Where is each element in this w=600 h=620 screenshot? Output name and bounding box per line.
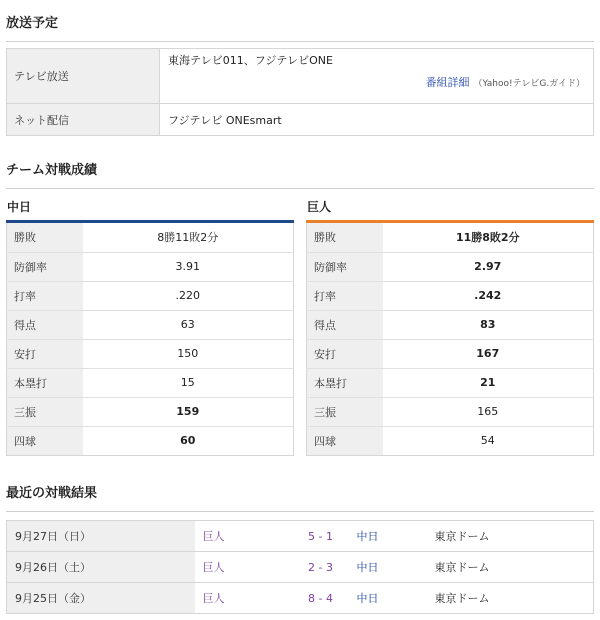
program-detail-source: （Yahoo!テレビG.ガイド） bbox=[473, 79, 585, 89]
stat-label: 本塁打 bbox=[307, 368, 383, 397]
stat-value: .220 bbox=[83, 281, 294, 310]
result-away-team-link[interactable]: 巨人 bbox=[195, 552, 293, 583]
stat-label: 得点 bbox=[307, 310, 383, 339]
team-name-chunichi: 中日 bbox=[7, 200, 32, 214]
stats-table-chunichi bbox=[6, 223, 294, 456]
stat-label: 本塁打 bbox=[7, 368, 83, 397]
stats-row bbox=[7, 339, 294, 368]
recent-results-section-title: 最近の対戦結果 bbox=[6, 482, 594, 512]
net-stream-value: フジテレビ ONEsmart bbox=[160, 104, 594, 136]
stats-row bbox=[7, 310, 294, 339]
stat-value: 63 bbox=[83, 310, 294, 339]
result-date: 9月25日（金） bbox=[7, 583, 195, 614]
stat-value: 167 bbox=[383, 339, 594, 368]
stat-label: 防御率 bbox=[7, 252, 83, 281]
stat-value: 2.97 bbox=[383, 252, 594, 281]
result-row bbox=[7, 521, 594, 552]
stat-value: 21 bbox=[383, 368, 594, 397]
tv-broadcast-row bbox=[7, 49, 594, 104]
stat-label: 四球 bbox=[7, 426, 83, 455]
stats-row bbox=[307, 310, 594, 339]
result-away-team-link[interactable]: 巨人 bbox=[195, 583, 293, 614]
stat-value: 3.91 bbox=[83, 252, 294, 281]
recent-results-table bbox=[6, 520, 594, 614]
stats-row bbox=[307, 281, 594, 310]
result-score-link[interactable]: 5 - 1 bbox=[308, 529, 333, 543]
stats-row bbox=[307, 252, 594, 281]
stat-label: 打率 bbox=[307, 281, 383, 310]
stat-label: 安打 bbox=[7, 339, 83, 368]
stats-row bbox=[7, 368, 294, 397]
stat-label: 安打 bbox=[307, 339, 383, 368]
stat-value: 83 bbox=[383, 310, 594, 339]
tv-broadcast-label: テレビ放送 bbox=[7, 49, 160, 104]
result-home-team-link[interactable]: 中日 bbox=[349, 552, 429, 583]
stat-value: 8勝11敗2分 bbox=[157, 231, 219, 245]
stat-label: 勝敗 bbox=[7, 223, 83, 252]
stat-label: 打率 bbox=[7, 281, 83, 310]
net-stream-row bbox=[7, 104, 594, 136]
stats-row bbox=[7, 397, 294, 426]
stats-row bbox=[307, 339, 594, 368]
result-away-team-link[interactable]: 巨人 bbox=[202, 530, 225, 543]
stats-row bbox=[307, 426, 594, 455]
stat-label: 勝敗 bbox=[307, 223, 383, 252]
stat-value: .242 bbox=[383, 281, 594, 310]
result-home-team-link[interactable]: 中日 bbox=[356, 530, 379, 543]
result-date: 9月26日（土） bbox=[7, 552, 195, 583]
result-venue: 東京ドーム bbox=[429, 552, 594, 583]
stat-value: 159 bbox=[83, 397, 294, 426]
stat-value: 15 bbox=[83, 368, 294, 397]
team-stats-giants bbox=[306, 198, 594, 456]
stat-value: 165 bbox=[383, 397, 594, 426]
stats-row bbox=[7, 281, 294, 310]
stat-label: 四球 bbox=[307, 426, 383, 455]
team-name-giants: 巨人 bbox=[307, 200, 332, 214]
stats-table-giants bbox=[306, 223, 594, 456]
stat-value: 11勝8敗2分 bbox=[455, 231, 520, 245]
result-row bbox=[7, 583, 594, 614]
stat-value: 54 bbox=[383, 426, 594, 455]
team-stats-section-title: チーム対戦成績 bbox=[6, 159, 594, 189]
stats-row bbox=[307, 368, 594, 397]
result-score-link[interactable]: 8 - 4 bbox=[293, 583, 349, 614]
stat-label: 防御率 bbox=[307, 252, 383, 281]
tv-channels: 東海テレビ011、フジテレビONE bbox=[168, 54, 333, 67]
result-row bbox=[7, 552, 594, 583]
broadcast-table bbox=[6, 48, 594, 136]
stat-value: 60 bbox=[83, 426, 294, 455]
program-detail-link[interactable]: 番組詳細 bbox=[425, 76, 470, 89]
result-venue: 東京ドーム bbox=[429, 583, 594, 614]
stats-row bbox=[307, 223, 594, 252]
team-stats-chunichi bbox=[6, 198, 294, 456]
result-date: 9月27日（日） bbox=[7, 521, 195, 552]
result-score-link[interactable]: 2 - 3 bbox=[293, 552, 349, 583]
stat-value: 150 bbox=[83, 339, 294, 368]
stat-label: 三振 bbox=[307, 397, 383, 426]
stats-row bbox=[7, 223, 294, 252]
net-stream-label: ネット配信 bbox=[7, 104, 160, 136]
result-home-team-link[interactable]: 中日 bbox=[349, 583, 429, 614]
stat-label: 得点 bbox=[7, 310, 83, 339]
stat-label: 三振 bbox=[7, 397, 83, 426]
stats-row bbox=[307, 397, 594, 426]
broadcast-section-title: 放送予定 bbox=[6, 12, 594, 42]
stats-row bbox=[7, 252, 294, 281]
stats-row bbox=[7, 426, 294, 455]
result-venue: 東京ドーム bbox=[434, 530, 490, 543]
